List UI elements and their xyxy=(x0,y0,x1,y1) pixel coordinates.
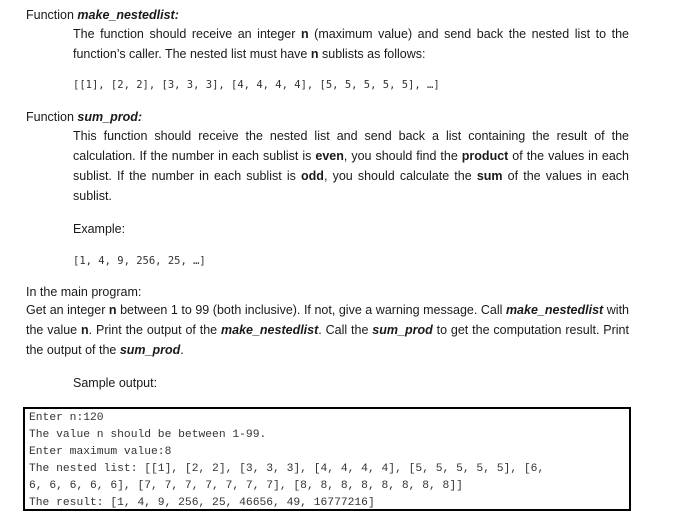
sum-prod-heading xyxy=(26,109,142,125)
function-name: sum_prod: xyxy=(77,110,143,124)
console-line: The value n should be between 1-99. xyxy=(29,429,267,441)
console-line: The result: [1, 4, 9, 256, 25, 46656, 49, 16777216] xyxy=(29,497,375,509)
sample-output-label: Sample output: xyxy=(73,376,158,390)
main-program-description: Get an integer n between 1 to 99 (both inclusive). If not, give a warning message. Call make_nestedlist with the value n. Print the output of the make_nestedlist. Call the sum_prod to get the computation result. Print the output of the sum_prod. xyxy=(26,303,629,357)
make-nestedlist-description: The function should receive an integer n (maximum value) and send back the nested list to the function’s caller. The nested list must have n sublists as follows: xyxy=(73,27,629,61)
console-line: The nested list: [[1], [2, 2], [3, 3, 3], [4, 4, 4, 4], [5, 5, 5, 5, 5], [6, xyxy=(29,463,545,475)
main-program-heading: In the main program: xyxy=(26,285,142,299)
console-line: Enter maximum value:8 xyxy=(29,446,172,458)
make-nestedlist-heading xyxy=(26,7,179,23)
sample-output-console xyxy=(23,407,631,511)
nested-list-example: [[1], [2, 2], [3, 3, 3], [4, 4, 4, 4], [5, 5, 5, 5, 5], …] xyxy=(73,79,440,91)
console-line: Enter n:120 xyxy=(29,412,104,424)
sum-prod-description: This function should receive the nested list and send back a list containing the result of the calculation. If the number in each sublist is even, you should find the product of the values in each sublist. If the number in each sublist is odd, you should calculate the sum of the values in each sublist. xyxy=(73,129,630,203)
heading-prefix: Function xyxy=(26,8,78,22)
console-line: 6, 6, 6, 6, 6], [7, 7, 7, 7, 7, 7, 7], [8, 8, 8, 8, 8, 8, 8, 8]] xyxy=(29,480,463,492)
function-name: make_nestedlist: xyxy=(77,8,179,22)
result-list-example: [1, 4, 9, 256, 25, …] xyxy=(73,255,206,267)
example-label: Example: xyxy=(73,222,126,236)
heading-prefix: Function xyxy=(26,110,78,124)
